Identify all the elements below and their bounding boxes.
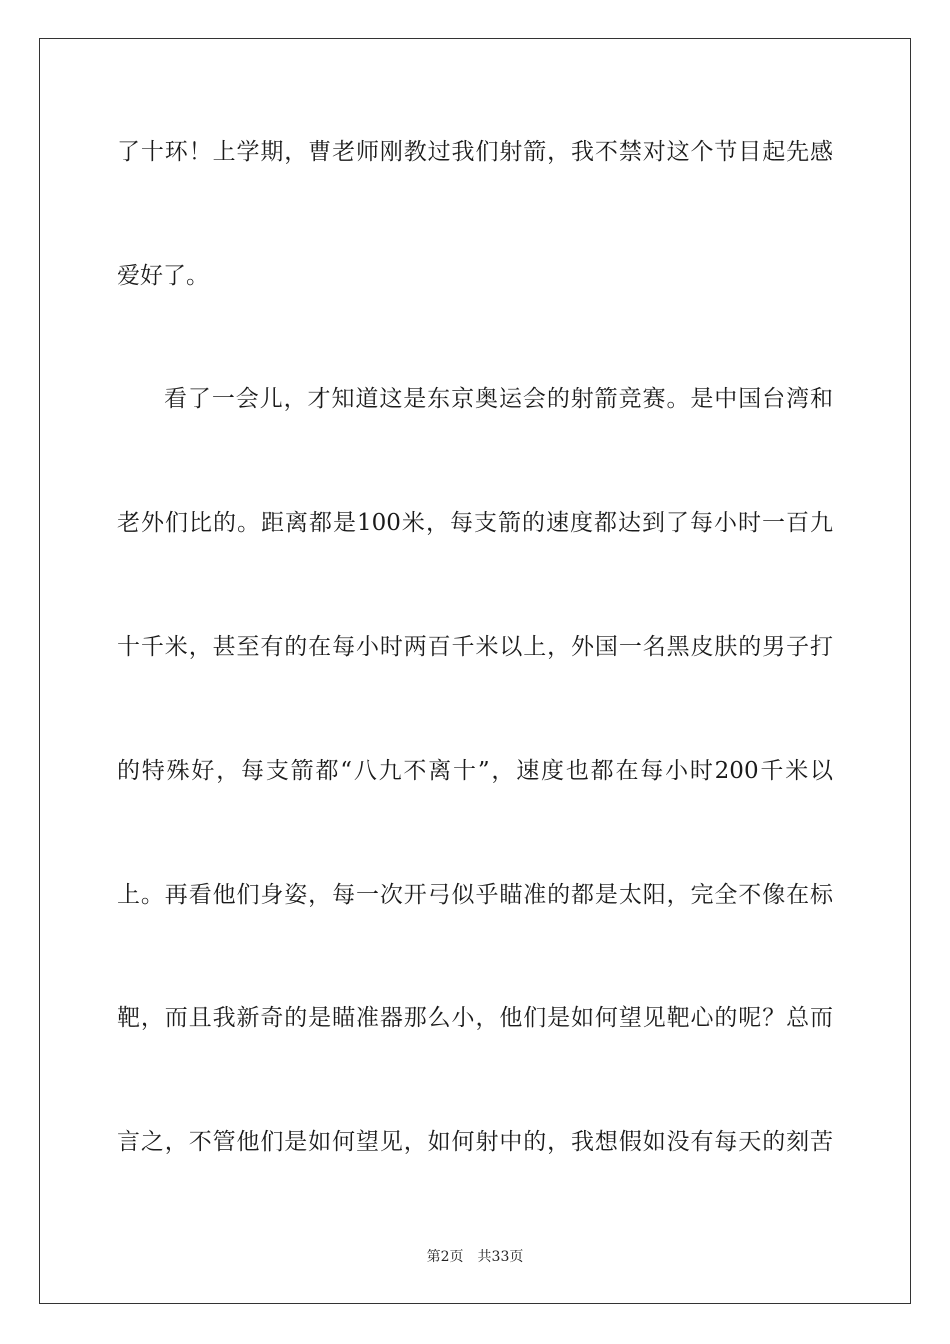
text-line-7: 上。再看他们身姿，每一次开弓似乎瞄准的都是太阳，完全不像在标 — [117, 882, 833, 908]
text-line-8: 靶，而且我新奇的是瞄准器那么小，他们是如何望见靶心的呢？总而 — [117, 1005, 833, 1031]
page-border — [39, 38, 911, 1304]
text-line-9: 言之，不管他们是如何望见，如何射中的，我想假如没有每天的刻苦 — [117, 1129, 833, 1155]
text-line-3: 看了一会儿，才知道这是东京奥运会的射箭竞赛。是中国台湾和 — [164, 386, 833, 412]
text-line-2: 爱好了。 — [117, 263, 209, 289]
text-line-1: 了十环！上学期，曹老师刚教过我们射箭，我不禁对这个节目起先感 — [117, 139, 833, 165]
page-footer — [0, 1248, 950, 1266]
page-total: 共33页 — [477, 1249, 524, 1265]
text-line-4: 老外们比的。距离都是100米，每支箭的速度都达到了每小时一百九 — [117, 510, 833, 536]
page-number: 第2页 — [426, 1249, 464, 1265]
text-line-6: 的特殊好，每支箭都“八九不离十”，速度也都在每小时200千米以 — [117, 758, 833, 784]
text-line-5: 十千米，甚至有的在每小时两百千米以上，外国一名黑皮肤的男子打 — [117, 634, 833, 660]
